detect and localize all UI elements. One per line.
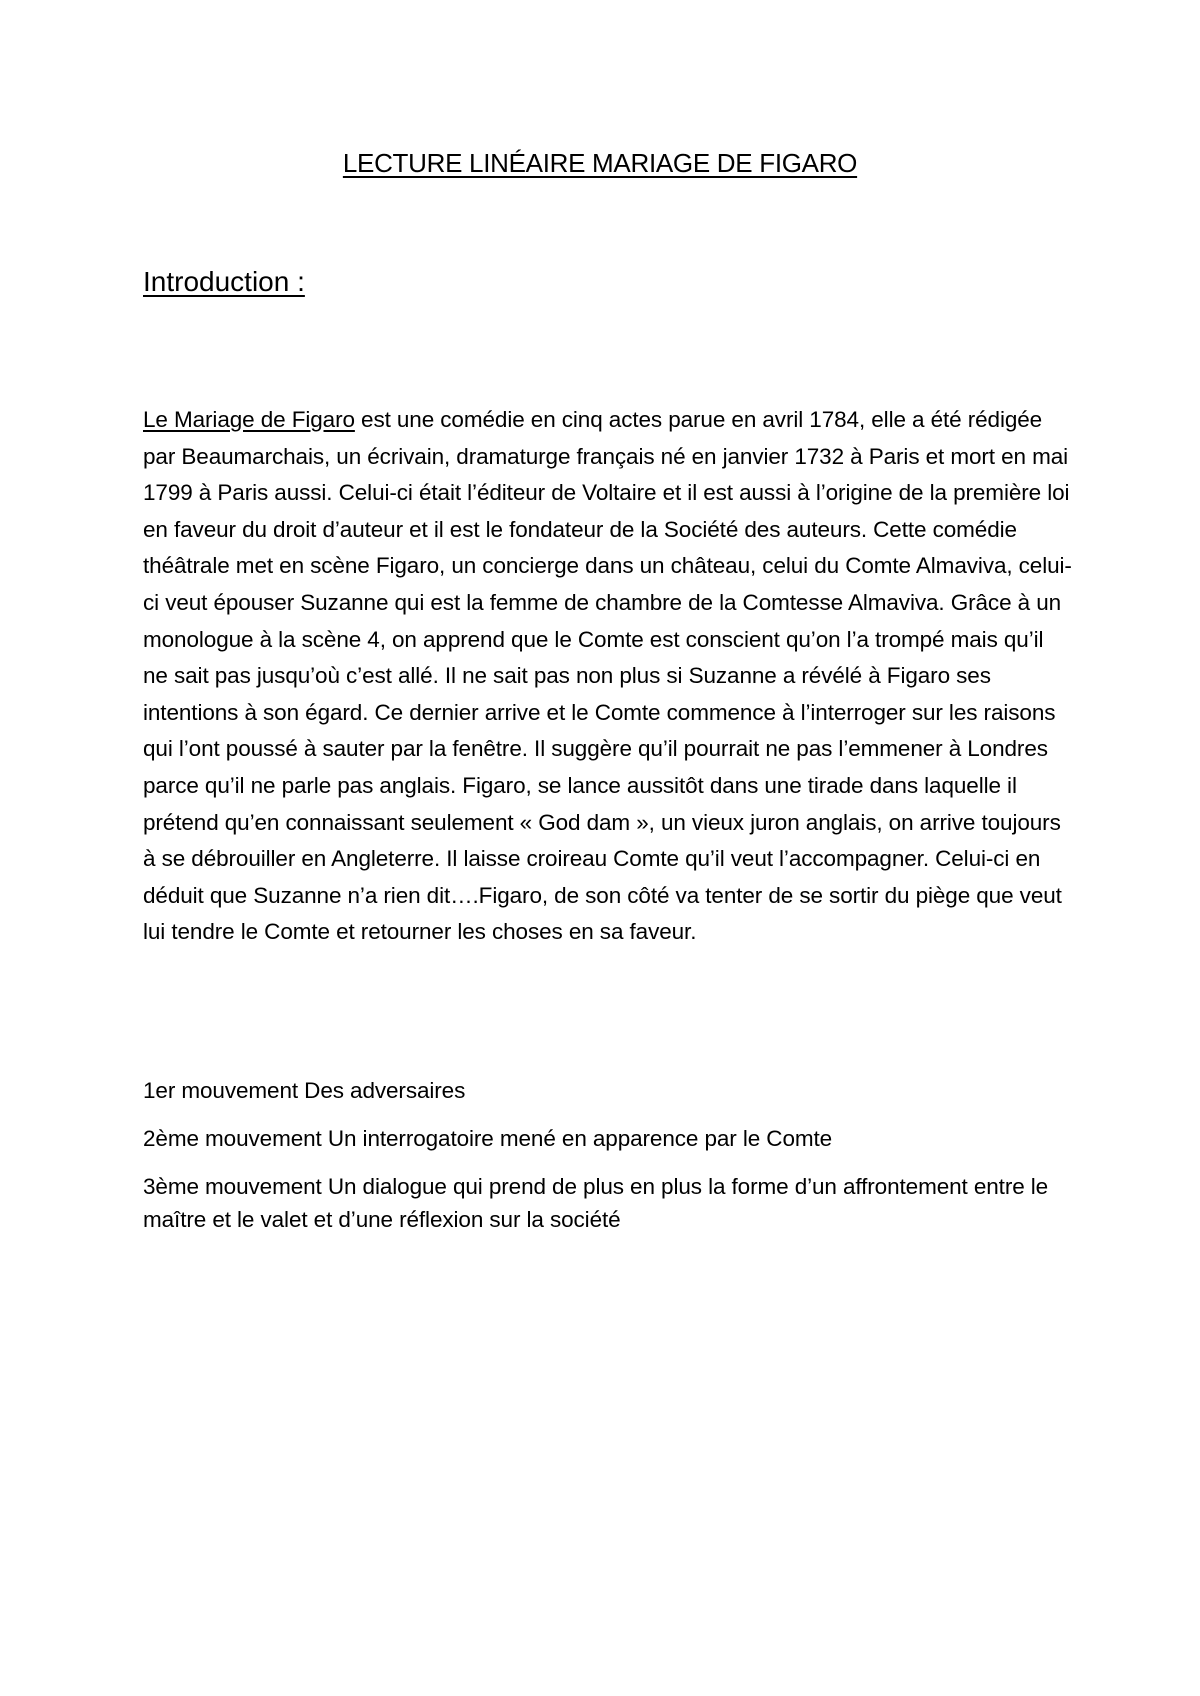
work-title: Le Mariage de Figaro — [143, 407, 355, 432]
introduction-text: est une comédie en cinq actes parue en avril 1784, elle a été rédigée par Beaumarchais, un écrivain, dramaturge français né en janvier 1732 à Paris et mort en mai 1799 à Paris aussi. Celui-ci était l’éditeur de Voltaire et il est aussi à l’origine de la première loi en faveur du droit d’auteur et il est le fondateur de la Société des auteurs. Cette comédie théâtrale met en scène Figaro, un concierge dans un château, celui du Comte Almaviva, celui-ci veut épouser Suzanne qui est la femme de chambre de la Comtesse Almaviva. Grâce à un monologue à la scène 4, on apprend que le Comte est conscient qu’on l’a trompé mais qu’il ne sait pas jusqu’où c’est allé. Il ne sait pas non plus si Suzanne a révélé à Figaro ses intentions à son égard. Ce dernier arrive et le Comte commence à l’interroger sur les raisons qui l’ont poussé à sauter par la fenêtre. Il suggère qu’il pourrait ne pas l’emmener à Londres parce qu’il ne parle pas anglais. Figaro, se lance aussitôt dans une tirade dans laquelle il prétend qu’en connaissant seulement « God dam », un vieux juron anglais, on arrive toujours à se débrouiller en Angleterre. Il laisse croireau Comte qu’il veut l’accompagner. Celui-ci en déduit que Suzanne n’a rien dit….Figaro, de son côté va tenter de se sortir du piège que veut lui tendre le Comte et retourner les choses en sa faveur. — [143, 407, 1072, 945]
introduction-paragraph — [143, 402, 1073, 951]
movement-2: 2ème mouvement Un interrogatoire mené en apparence par le Comte — [143, 1126, 833, 1151]
document-title: LECTURE LINÉAIRE MARIAGE DE FIGARO — [342, 148, 858, 178]
movement-1: 1er mouvement Des adversaires — [143, 1078, 466, 1103]
movements-list — [143, 1074, 1073, 1251]
introduction-heading: Introduction : — [143, 266, 305, 297]
movement-3: 3ème mouvement Un dialogue qui prend de plus en plus la forme d’un affrontement entre le maître et le valet et d’une réflexion sur la société — [143, 1174, 1049, 1232]
